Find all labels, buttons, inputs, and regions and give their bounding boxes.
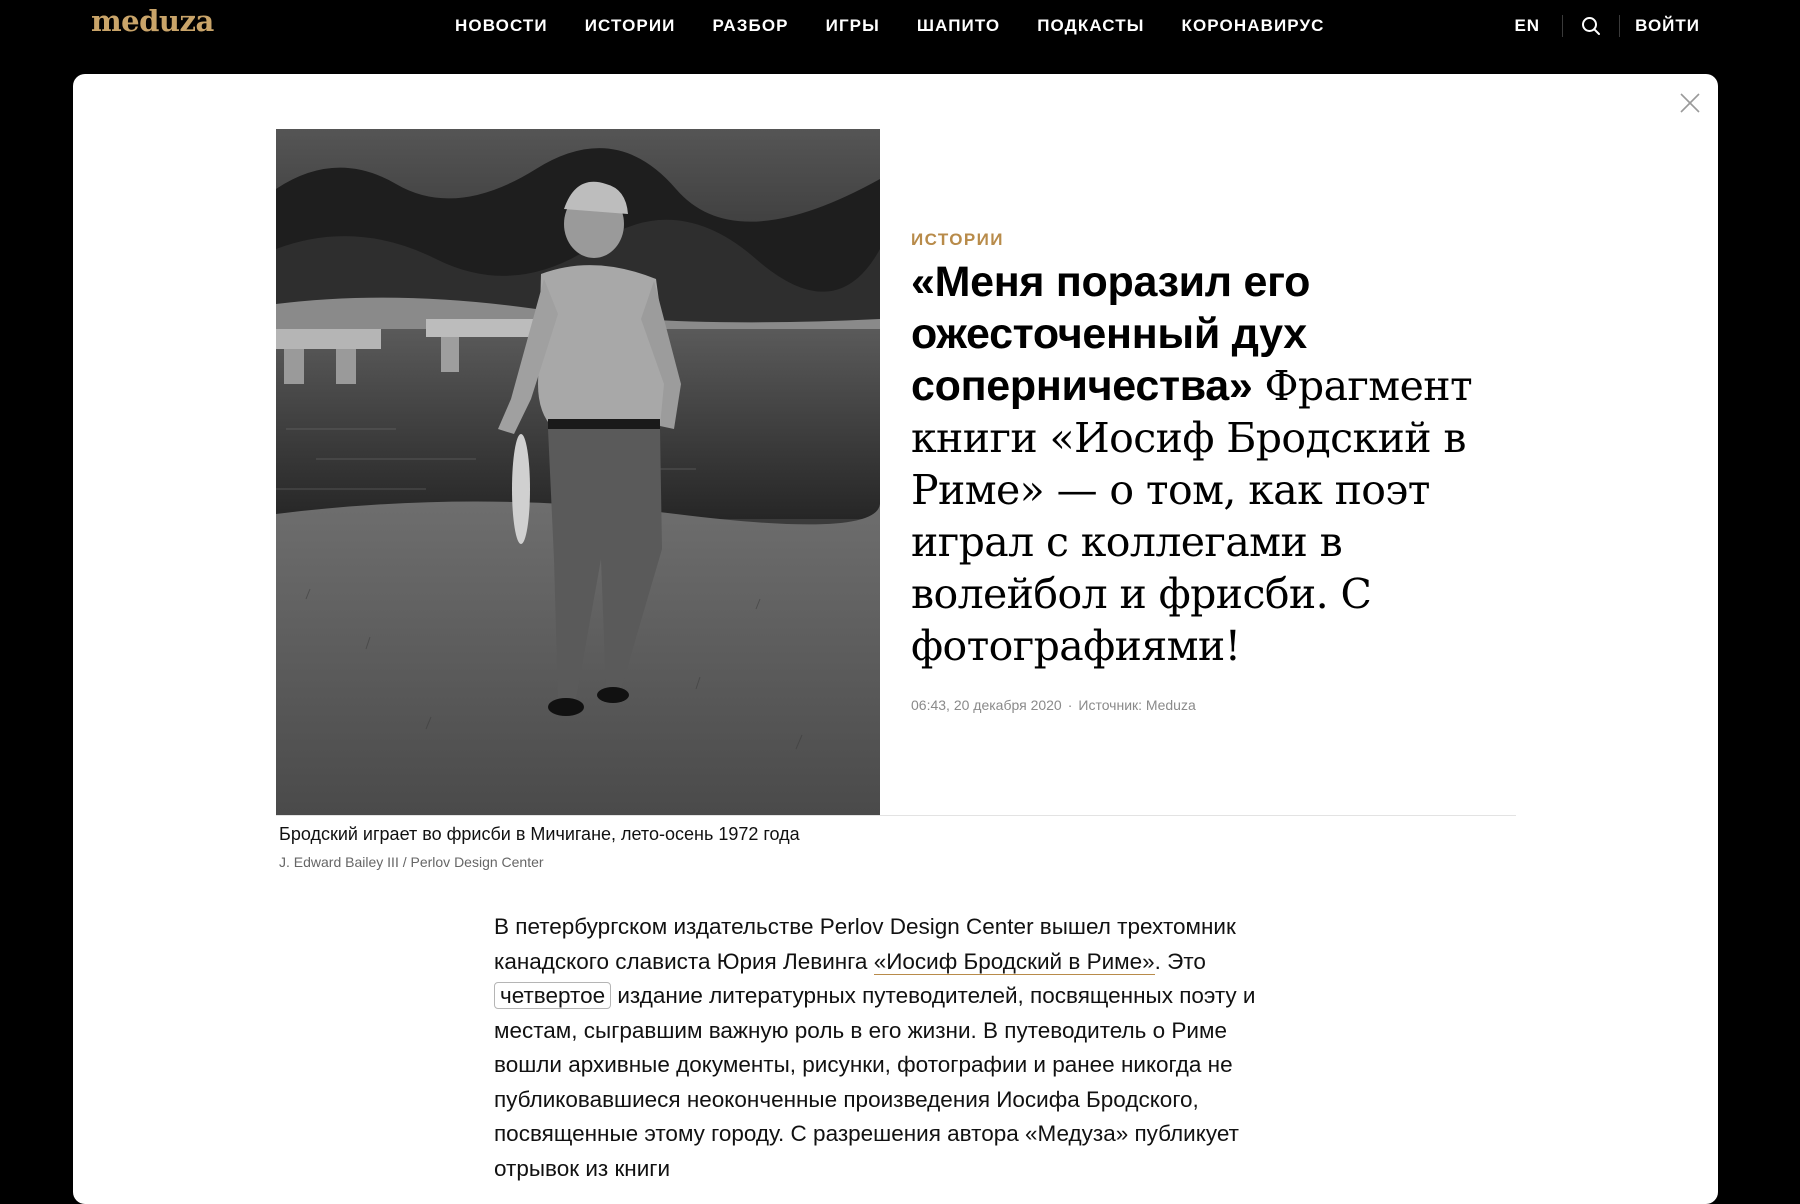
- close-icon: [1679, 92, 1701, 114]
- article-rubric[interactable]: ИСТОРИИ: [911, 230, 1004, 249]
- nav-item-shapito[interactable]: ШАПИТО: [916, 16, 1001, 35]
- nav-item-stories[interactable]: ИСТОРИИ: [584, 16, 676, 35]
- fourth-edition-link[interactable]: четвертое: [494, 982, 611, 1009]
- meta-separator: ·: [1067, 697, 1073, 713]
- article-headline: [911, 256, 1481, 672]
- top-navigation-bar: [0, 0, 1800, 52]
- nav-item-news[interactable]: НОВОСТИ: [455, 16, 548, 35]
- close-button[interactable]: [1675, 88, 1705, 118]
- nav-item-coronavirus[interactable]: КОРОНАВИРУС: [1181, 16, 1325, 35]
- nav-item-games[interactable]: ИГРЫ: [825, 16, 880, 35]
- photo-credit: J. Edward Bailey III / Perlov Design Center: [279, 854, 544, 870]
- nav-item-analysis[interactable]: РАЗБОР: [712, 16, 789, 35]
- article-source: Источник: Meduza: [1078, 697, 1196, 713]
- header-actions: [1514, 0, 1700, 52]
- search-button[interactable]: [1563, 0, 1619, 52]
- login-button[interactable]: ВОЙТИ: [1635, 16, 1700, 35]
- book-link[interactable]: «Иосиф Бродский в Риме»: [873, 948, 1155, 974]
- photo-caption: Бродский играет во фрисби в Мичигане, лето-осень 1972 года: [279, 824, 800, 844]
- publish-date: 06:43, 20 декабря 2020: [911, 697, 1062, 713]
- paragraph-text: издание литературных путеводителей, посвященных поэту и местам, сыгравшим важную роль в его жизни. В путеводитель о Риме вошли архивные документы, рисунки, фотографии и ранее никогда не публиковавшиеся неоконченные произведения Иосифа Бродского, посвященные этому городу. С разрешения автора «Медуза» публикует отрывок из книги: [494, 983, 1256, 1181]
- paragraph-text: В петербургском издательстве Perlov Design Center вышел трехтомник канадского слависта Юрия Левинга: [494, 914, 1236, 974]
- language-switch[interactable]: EN: [1514, 16, 1541, 35]
- article-lead-paragraph: [494, 910, 1294, 1186]
- section-divider: [276, 815, 1516, 816]
- main-nav: [455, 0, 1362, 52]
- paragraph-text: . Это: [1154, 948, 1206, 974]
- headline-title: «Меня поразил его ожесточенный дух соперничества»: [911, 258, 1311, 410]
- search-icon: [1581, 16, 1601, 36]
- frisbee-player-photo: [276, 129, 880, 815]
- article-photo: [276, 129, 880, 815]
- article-modal: [73, 74, 1718, 1204]
- article-meta: [911, 697, 1196, 713]
- nav-item-podcasts[interactable]: ПОДКАСТЫ: [1037, 16, 1145, 35]
- headline-subtitle: Фрагмент книги «Иосиф Бродский в Риме» — о том, как поэт играл с коллегами в волейбол и фрисби. С фотографиями!: [911, 362, 1473, 670]
- meduza-logo[interactable]: meduza: [91, 4, 214, 38]
